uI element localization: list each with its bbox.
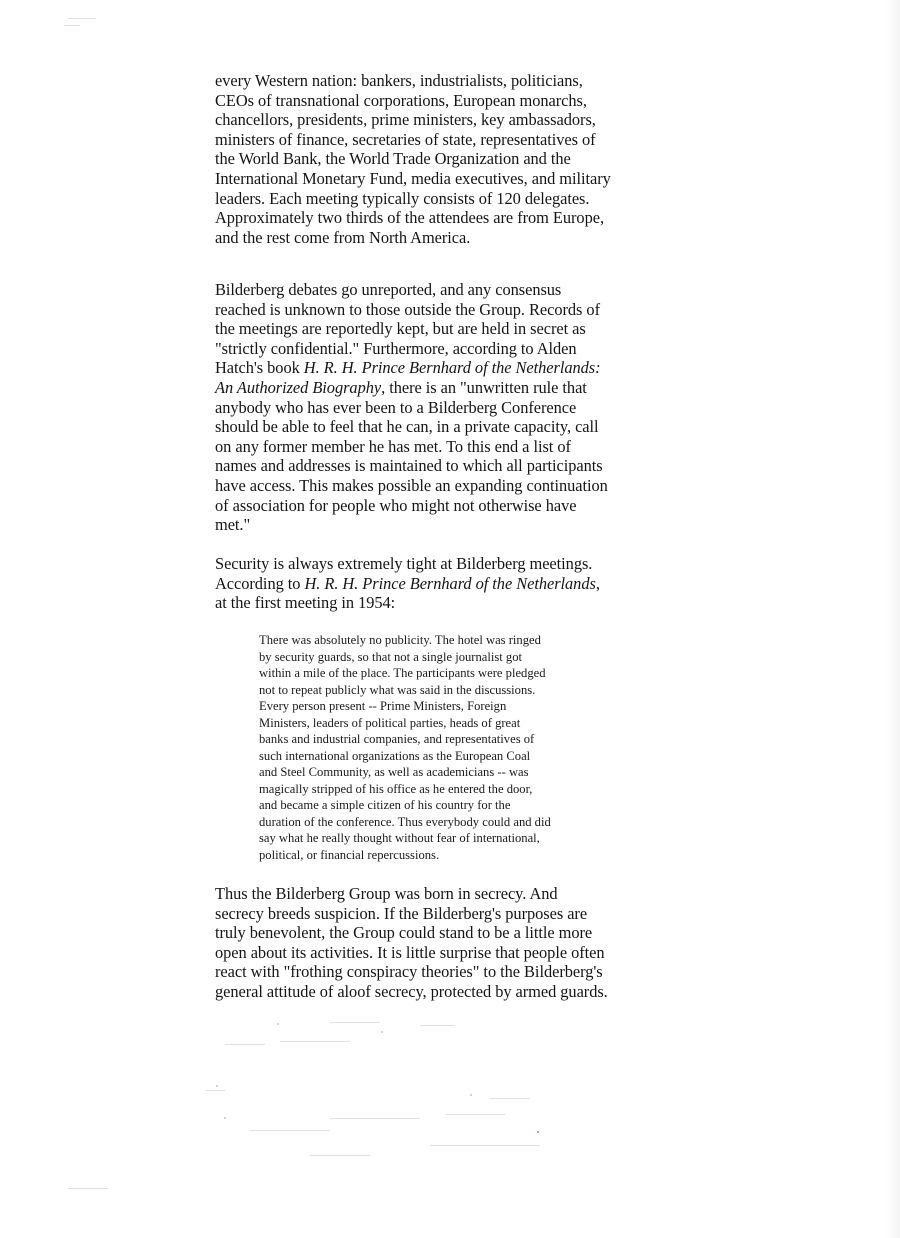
text-line: general attitude of aloof secrecy, protected by armed guards. [215,981,608,1001]
text-line: Approximately two thirds of the attendees are from Europe, [215,208,604,228]
quote-line: political, or financial repercussions. [259,847,440,862]
text-line: the meetings are reportedly kept, but are held in secret as [215,319,586,339]
text-line: "strictly confidential." Furthermore, according to Alden [215,338,577,358]
text-segment: , there is an "unwritten rule that [381,377,587,397]
text-line: International Monetary Fund, media executives, and military [215,168,611,188]
paragraph-security [215,554,660,613]
paragraph-secrecy [215,280,660,535]
text-line: at the first meeting in 1954: [215,593,396,613]
text-line: react with "frothing conspiracy theories" to the Bilderberg's [215,962,603,982]
quote-line: Every person present -- Prime Ministers, Foreign [259,699,507,713]
text-line: leaders. Each meeting typically consists of 120 delegates. [215,188,590,208]
text-line: every Western nation: bankers, industrialists, politicians, [215,71,583,90]
text-line [215,358,660,378]
scan-artifact [68,18,96,19]
paragraph-conclusion [215,884,660,1002]
paragraph-participants [215,71,660,247]
quote-line: magically stripped of his office as he entered the door, [259,781,533,796]
text-segment: According to [215,573,305,593]
text-line: reached is unknown to those outside the Group. Records of [215,299,600,319]
quote-line: within a mile of the place. The participants were pledged [259,666,546,680]
text-line: Security is always extremely tight at Bilderberg meetings. [215,554,593,573]
quote-line: by security guards, so that not a single journalist got [259,649,523,664]
text-line: Thus the Bilderberg Group was born in secrecy. And [215,884,558,903]
block-quote [259,632,619,863]
text-line: Bilderberg debates go unreported, and any consensus [215,280,562,299]
text-segment: Hatch's book [215,358,304,378]
text-line: names and addresses is maintained to which all participants [215,456,603,476]
text-line [215,378,660,398]
scan-edge [886,0,900,1238]
text-line: secrecy breeds suspicion. If the Bilderberg's purposes are [215,903,588,923]
quote-line: such international organizations as the European Coal [259,748,531,763]
text-line: ministers of finance, secretaries of state, representatives of [215,129,596,149]
text-line: of association for people who might not otherwise have [215,495,577,515]
text-line: chancellors, presidents, prime ministers, key ambassadors, [215,110,596,130]
quote-line: and Steel Community, as well as academicians -- was [259,765,529,779]
quote-line: say what he really thought without fear of international, [259,831,540,845]
text-line: met." [215,515,251,535]
text-line: anybody who has ever been to a Bilderberg Conference [215,397,577,417]
text-line: should be able to feel that he can, in a private capacity, call [215,417,599,437]
book-title: H. R. H. Prince Bernhard of the Netherlands [304,573,596,593]
book-title: H. R. H. Prince Bernhard of the Netherlands: [303,358,601,378]
text-line: have access. This makes possible an expanding continuation [215,475,608,495]
scan-artifact [64,25,80,26]
text-line: open about its activities. It is little surprise that people often [215,942,605,962]
text-line: CEOs of transnational corporations, European monarchs, [215,90,587,110]
text-line: on any former member he has met. To this end a list of [215,436,571,456]
quote-line: banks and industrial companies, and representatives of [259,732,535,746]
text-line: truly benevolent, the Group could stand to be a little more [215,923,593,943]
quote-line: and became a simple citizen of his country for the [259,798,511,812]
quote-line: Ministers, leaders of political parties, heads of great [259,715,521,730]
quote-line: not to repeat publicly what was said in the discussions. [259,682,536,697]
text-line [215,574,660,594]
quote-line: duration of the conference. Thus everybody could and did [259,814,551,829]
quote-line: There was absolutely no publicity. The hotel was ringed [259,633,541,647]
book-title: An Authorized Biography [215,377,382,397]
text-line: and the rest come from North America. [215,227,471,247]
text-line: the World Bank, the World Trade Organization and the [215,149,571,169]
text-segment: , [595,573,600,593]
